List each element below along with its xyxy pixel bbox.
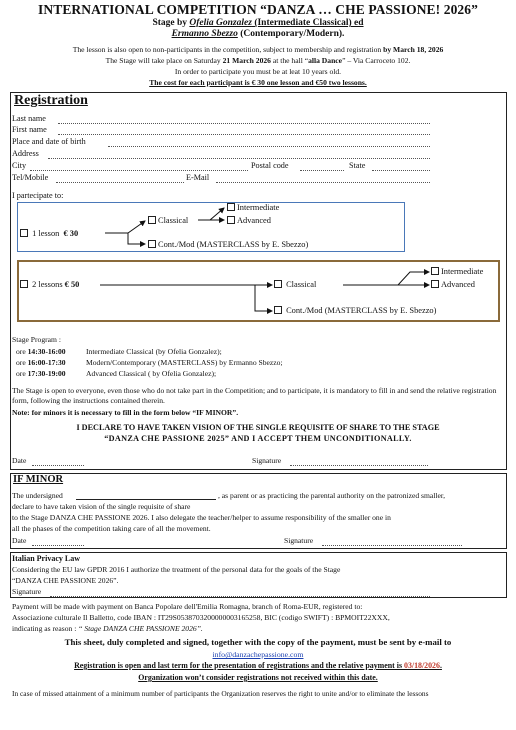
program-desc: Intermediate Classical (by Ofelia Gonzalez);: [86, 347, 222, 356]
payment-line-3: indicating as reason : “ Stage DANZA CHE PASSIONE 2026”.: [12, 624, 203, 633]
privacy-signature-label: Signature: [12, 587, 42, 596]
two-lessons-checkbox[interactable]: [20, 280, 28, 288]
privacy-text-1: Considering the EU law GPDR 2016 I authorize the treatment of the personal data for the goals of the Stage: [12, 565, 341, 574]
first-name-label: First name: [12, 125, 47, 134]
minor-text-3: to the Stage DANZA CHE PASSIONE 2026. I also delegate the teacher/helper to assume responsibility of the smaller one in: [12, 513, 391, 522]
minor-note: Note: for minors it is necessary to fill in the form below “IF MINOR”.: [12, 408, 239, 417]
two-lessons-contmod[interactable]: Cont./Mod (MASTERCLASS by E. Sbezzo): [274, 306, 436, 315]
birth-label: Place and date of birth: [12, 137, 86, 146]
one-lesson-advanced[interactable]: Advanced: [227, 216, 271, 225]
minor-text-2: declare to have taken vision of the single requisite of share: [12, 502, 191, 511]
minimum-participants-note: In case of missed attainment of a minimum number of participants the Organization reserves the right to unite and/or to eliminate the lessons: [12, 689, 429, 698]
program-desc: Advanced Classical ( by Ofelia Gonzalez);: [86, 369, 217, 378]
date-field[interactable]: [32, 465, 84, 466]
declaration-line-2: “DANZA CHE PASSIONE 2025” AND I ACCEPT THEM UNCONDITIONALLY.: [104, 434, 412, 443]
one-lesson-option[interactable]: 1 lesson € 30: [20, 229, 78, 238]
minor-text-1a: The undersigned: [12, 491, 63, 500]
classical-2-checkbox[interactable]: [274, 280, 282, 288]
state-label: State: [349, 161, 366, 170]
address-label: Address: [12, 149, 39, 158]
registration-heading: Registration: [14, 93, 88, 108]
date-label: Date: [12, 456, 27, 465]
one-lesson-classical[interactable]: Classical: [148, 216, 188, 225]
minor-name-field[interactable]: [76, 499, 216, 500]
minor-date-field[interactable]: [32, 545, 84, 546]
program-row: ore 17:30-19:00: [16, 369, 66, 378]
contmod-2-checkbox[interactable]: [274, 306, 282, 314]
declaration-line-1: I DECLARE TO HAVE TAKEN VISION OF THE SINGLE REQUISITE OF SHARE TO THE STAGE: [76, 423, 440, 432]
advanced-2-checkbox[interactable]: [431, 280, 439, 288]
not-considered-line: Organization won’t consider registrations not received within this date.: [138, 673, 378, 682]
minor-text-4: all the phases of the competition taking care of all the movement.: [12, 524, 211, 533]
signature-field[interactable]: [290, 465, 428, 466]
two-lessons-intermediate[interactable]: Intermediate: [431, 267, 483, 276]
privacy-signature-field[interactable]: [50, 596, 430, 597]
intro-cost-line: The cost for each participant is € 30 one lesson and €50 two lessons.: [149, 78, 367, 87]
program-row: ore 16:00-17:30: [16, 358, 66, 367]
program-label: Stage Program :: [12, 335, 61, 344]
minor-signature-label: Signature: [284, 536, 314, 545]
deadline-date: 03/18/2026: [404, 661, 440, 670]
last-name-label: Last name: [12, 114, 46, 123]
tel-label: Tel/Mobile: [12, 173, 49, 182]
page-title: INTERNATIONAL COMPETITION “DANZA … CHE PASSIONE! 2026”: [38, 2, 478, 17]
deadline-line: Registration is open and last term for the presentation of registrations and the relative payment is 03/18/2026.: [74, 661, 442, 670]
teacher1-name: Ofelia Gonzalez: [189, 18, 252, 28]
one-lesson-intermediate[interactable]: Intermediate: [227, 203, 279, 212]
privacy-heading: Italian Privacy Law: [12, 554, 80, 563]
teacher2-name: Ermanno Sbezzo: [171, 29, 238, 39]
intro-line-1: The lesson is also open to non-participants in the competition, subject to membership and registration by March 18, 2026: [72, 45, 444, 54]
payment-line-1: Payment will be made with payment on Banca Popolare dell'Emilia Romagna, branch of Roma-EUR, registered to:: [12, 602, 363, 611]
minor-date-label: Date: [12, 536, 27, 545]
participate-label: I partecipate to:: [12, 191, 64, 200]
two-lessons-advanced[interactable]: Advanced: [431, 280, 475, 289]
stage-teachers-line: Stage by Ofelia Gonzalez (Intermediate Classical) ed: [152, 18, 364, 28]
minor-signature-field[interactable]: [322, 545, 462, 546]
one-lesson-contmod[interactable]: Cont./Mod (MASTERCLASS by E. Sbezzo): [148, 240, 308, 249]
minor-text-1b: , as parent or as practicing the parental authority on the patronized smaller,: [218, 491, 446, 500]
stage-teachers-line-2: Ermanno Sbezzo (Contemporary/Modern).: [171, 29, 345, 39]
city-label: City: [12, 161, 27, 170]
send-instructions: This sheet, duly completed and signed, together with the copy of the payment, must be sent by e-mail to: [64, 637, 452, 647]
postal-code-label: Postal code: [251, 161, 289, 170]
privacy-text-2: “DANZA CHE PASSIONE 2026”.: [12, 576, 119, 585]
two-lessons-option[interactable]: 2 lessons € 50: [20, 280, 79, 289]
contact-email-link[interactable]: info@danzachepassione.com: [212, 650, 304, 659]
email-label: E-Mail: [186, 173, 210, 182]
privacy-section: [10, 552, 507, 598]
intro-line-2: The Stage will take place on Saturday 21 March 2026 at the hall “alla Dance” – Via Carroceto 102.: [105, 56, 411, 65]
signature-label: Signature: [252, 456, 282, 465]
open-text: The Stage is open to everyone, even those who do not take part in the Competition; and to participate, it is mandatory to fill in and send the relative registration form, following the instructions contained therein.: [12, 386, 497, 405]
intermediate-2-checkbox[interactable]: [431, 267, 439, 275]
contact-email-row: [0, 650, 516, 659]
minor-heading: IF MINOR: [13, 474, 64, 485]
program-row: ore 14:30-16:00: [16, 347, 66, 356]
two-lessons-classical[interactable]: Classical: [274, 280, 316, 289]
intro-line-3: In order to participate you must be at leat 10 years old.: [174, 67, 342, 76]
payment-line-2: Associazione culturale Il Balletto, code IBAN : IT29S0538703200000003165258, BIC (codigo SWIFT) : BPMOIT22XXX,: [12, 613, 390, 622]
program-desc: Modern/Contemporary (MASTERCLASS) by Ermanno Sbezzo;: [86, 358, 283, 367]
branch-arrows-1: [105, 208, 224, 244]
